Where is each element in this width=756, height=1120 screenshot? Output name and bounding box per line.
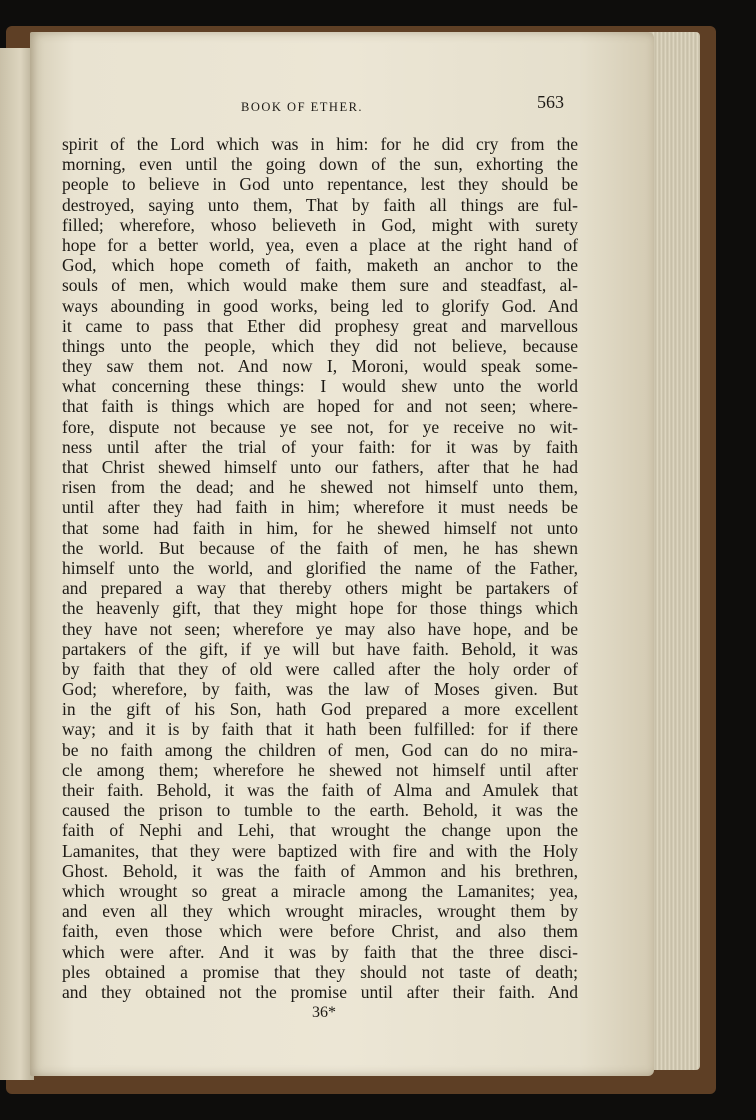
text-line: God; wherefore, by faith, was the law of Moses given. But: [62, 679, 578, 700]
page-number: 563: [537, 92, 564, 112]
text-line: Lamanites, that they were baptized with fire and with the Holy: [62, 840, 578, 861]
text-line: hope for a better world, yea, even a place at the right hand of: [62, 234, 578, 255]
text-line: people to believe in God unto repentance, lest they should be: [62, 174, 578, 195]
facing-page-edge: [0, 48, 34, 1080]
text-line: spirit of the Lord which was in him: for he did cry from the: [62, 134, 578, 154]
text-line: Ghost. Behold, it was the faith of Ammon and his brethren,: [62, 860, 578, 881]
text-line: caused the prison to tumble to the earth. Behold, it was the: [62, 800, 578, 821]
text-line: partakers of the gift, if ye will but have faith. Behold, it was: [62, 638, 578, 659]
text-line: their faith. Behold, it was the faith of Alma and Amulek that: [62, 780, 578, 800]
text-line: what concerning these things: I would shew unto the world: [62, 376, 578, 397]
text-line: ways abounding in good works, being led to glorify God. And: [62, 295, 578, 316]
text-line: morning, even until the going down of the sun, exhorting the: [62, 154, 578, 175]
header-title: BOOK OF ETHER.: [241, 100, 364, 114]
text-line: and they obtained not the promise until after their faith. And: [62, 981, 578, 1002]
text-line: the world. But because of the faith of men, he has shewn: [62, 537, 578, 558]
text-line: that Christ shewed himself unto our fathers, after that he had: [62, 457, 578, 477]
text-line: faith, even those which were before Christ, and also them: [62, 921, 578, 942]
text-line: himself unto the world, and glorified the name of the Father,: [62, 557, 578, 578]
text-line: ples obtained a promise that they should not taste of death;: [62, 961, 578, 982]
text-line: which were after. And it was by faith that the three disci-: [62, 941, 578, 962]
text-line: the heavenly gift, that they might hope for those things which: [62, 598, 578, 619]
text-line: it came to pass that Ether did prophesy great and marvellous: [62, 315, 578, 336]
body-text: [62, 134, 578, 1002]
text-line: destroyed, saying unto them, That by faith all things are ful-: [62, 194, 578, 215]
running-header: [0, 92, 756, 120]
text-line: souls of men, which would make them sure and steadfast, al-: [62, 275, 578, 296]
text-line: faith of Nephi and Lehi, that wrought the change upon the: [62, 820, 578, 841]
text-line: things unto the people, which they did not believe, because: [62, 335, 578, 356]
text-line: they saw them not. And now I, Moroni, would speak some-: [62, 356, 578, 377]
text-line: God, which hope cometh of faith, maketh an anchor to the: [62, 255, 578, 276]
signature-mark: [0, 1004, 756, 1022]
text-line: fore, dispute not because ye see not, for ye receive no wit-: [62, 416, 578, 437]
text-line: risen from the dead; and he shewed not himself unto them,: [62, 477, 578, 498]
text-line: be no faith among the children of men, God can do no mira-: [62, 739, 578, 760]
text-line: that some had faith in him, for he shewed himself not unto: [62, 517, 578, 538]
text-line: which wrought so great a miracle among the Lamanites; yea,: [62, 880, 578, 901]
text-line: by faith that they of old were called after the holy order of: [62, 658, 578, 679]
text-line: until after they had faith in him; wherefore it must needs be: [62, 497, 578, 518]
text-line: and prepared a way that thereby others might be partakers of: [62, 578, 578, 599]
text-line: that faith is things which are hoped for and not seen; where-: [62, 396, 578, 417]
text-line: and even all they which wrought miracles, wrought them by: [62, 901, 578, 922]
signature-text: 36*: [312, 1004, 336, 1021]
text-line: way; and it is by faith that it hath been fulfilled: for if there: [62, 719, 578, 740]
text-line: cle among them; wherefore he shewed not himself until after: [62, 759, 578, 780]
text-line: they have not seen; wherefore ye may also have hope, and be: [62, 618, 578, 639]
text-line: ness until after the trial of your faith: for it was by faith: [62, 436, 578, 457]
text-line: in the gift of his Son, hath God prepared a more excellent: [62, 699, 578, 720]
text-line: filled; wherefore, whoso believeth in God, might with surety: [62, 214, 578, 235]
